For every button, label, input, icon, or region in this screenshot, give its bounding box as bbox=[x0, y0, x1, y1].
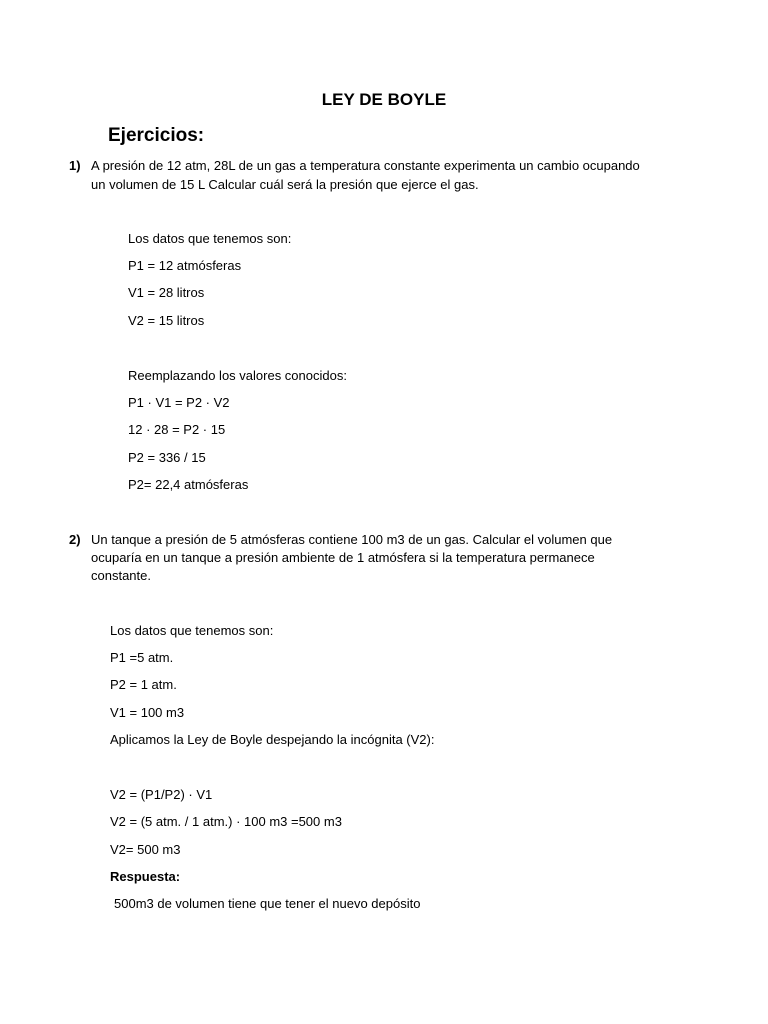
data-intro: Los datos que tenemos son: bbox=[128, 231, 292, 246]
answer-label: Respuesta: bbox=[110, 869, 181, 884]
exercise-number: 1) bbox=[69, 158, 81, 173]
step-line: V2= 500 m3 bbox=[110, 842, 181, 857]
steps-intro: Reemplazando los valores conocidos: bbox=[128, 368, 347, 383]
exercise-statement-line: Un tanque a presión de 5 atmósferas contiene 100 m3 de un gas. Calcular el volumen que bbox=[91, 532, 613, 547]
exercise-number: 2) bbox=[69, 532, 81, 547]
exercise-statement-line: constante. bbox=[91, 568, 151, 583]
exercise-statement-line: A presión de 12 atm, 28L de un gas a temperatura constante experimenta un cambio ocupando bbox=[91, 158, 640, 173]
method-line: Aplicamos la Ley de Boyle despejando la incógnita (V2): bbox=[110, 732, 435, 747]
data-intro: Los datos que tenemos son: bbox=[110, 623, 274, 638]
exercise-statement-line: un volumen de 15 L Calcular cuál será la presión que ejerce el gas. bbox=[91, 177, 479, 192]
section-heading: Ejercicios: bbox=[108, 125, 205, 146]
step-line: P2 = 336 / 15 bbox=[128, 450, 206, 465]
data-item: P1 =5 atm. bbox=[110, 650, 174, 665]
exercise-statement-line: ocuparía en un tanque a presión ambiente de 1 atmósfera si la temperatura permanece bbox=[91, 550, 595, 565]
step-line: P2= 22,4 atmósferas bbox=[128, 477, 249, 492]
answer-text: 500m3 de volumen tiene que tener el nuevo depósito bbox=[114, 896, 421, 911]
page-title: LEY DE BOYLE bbox=[321, 90, 447, 109]
data-item: P1 = 12 atmósferas bbox=[128, 258, 242, 273]
step-line: 12 · 28 = P2 · 15 bbox=[128, 422, 226, 437]
data-item: V1 = 28 litros bbox=[128, 285, 205, 300]
step-line: V2 = (5 atm. / 1 atm.) · 100 m3 =500 m3 bbox=[110, 814, 342, 829]
step-line: P1 · V1 = P2 · V2 bbox=[128, 395, 230, 410]
data-item: V2 = 15 litros bbox=[128, 313, 205, 328]
data-item: P2 = 1 atm. bbox=[110, 677, 177, 692]
data-item: V1 = 100 m3 bbox=[110, 705, 185, 720]
step-line: V2 = (P1/P2) · V1 bbox=[110, 787, 213, 802]
